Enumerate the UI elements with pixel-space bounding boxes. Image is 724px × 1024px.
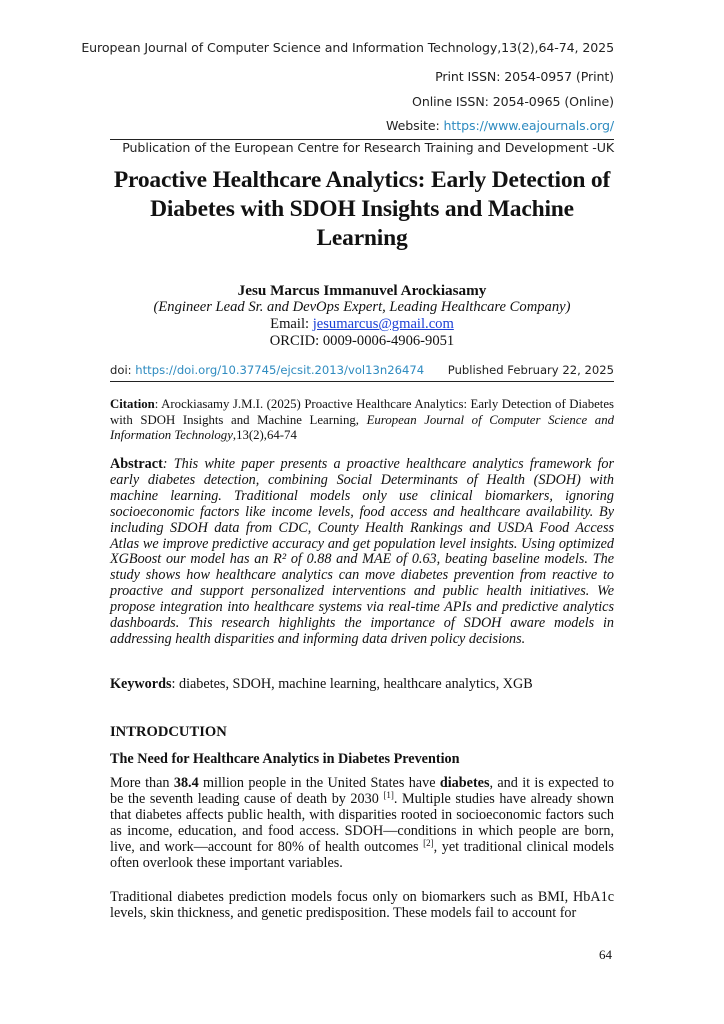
citation-label: Citation [110, 397, 155, 411]
p1-bold-diabetes: diabetes [439, 775, 490, 791]
citation-journal: European Journal of Computer Science and Information Technology [110, 412, 614, 443]
print-issn: Print ISSN: 2054-0957 (Print) [435, 69, 614, 84]
citation [110, 397, 614, 444]
doi [110, 363, 424, 377]
website-label: Website: [385, 118, 444, 133]
reference-1: [1] [383, 789, 394, 800]
abstract [110, 457, 614, 648]
author-name: Jesu Marcus Immanuvel Arockiasamy [237, 282, 487, 299]
abstract-text: : This white paper presents a proactive healthcare analytics framework for early diabetes detection, combining Social Determinants of Health (SDOH) with machine learning. Traditional models only use clinical biomarkers, ignoring socioeconomic factors like income levels, food access and healthcare availability. By including SDOH data from CDC, County Health Rankings and USDA Food Access Atlas we improve predictive accuracy and get population level insights. Using optimized XGBoost our model has an R² of 0.88 and MAE of 0.63, beating baseline models. The study shows how healthcare analytics can move diabetes prevention from reactive to proactive and support personalized interventions and public health initiatives. We propose integration into healthcare systems via real-time APIs and predictive analytics dashboards. This research highlights the importance of SDOH aware models in addressing health disparities and informing data driven policy decisions. [110, 456, 614, 647]
author-affiliation: (Engineer Lead Sr. and DevOps Expert, Leading Healthcare Company) [153, 299, 571, 315]
paragraph-1 [110, 776, 614, 871]
publisher-line: Publication of the European Centre for Research Training and Development -UK [122, 140, 614, 155]
journal-line: European Journal of Computer Science and Information Technology,13(2),64-74, 2025 [81, 40, 614, 55]
published-date: Published February 22, 2025 [447, 363, 614, 377]
doi-divider [110, 381, 614, 382]
keywords [110, 676, 614, 692]
email-label: Email: [270, 316, 313, 332]
p1-text-e: , yet traditional clinical models often overlook these important variables. [110, 838, 614, 871]
paragraph-2: Traditional diabetes prediction models focus only on biomarkers such as BMI, HbA1c levels, skin thickness, and genetic predisposition. These models fail to account for [110, 889, 614, 921]
online-issn: Online ISSN: 2054-0965 (Online) [412, 94, 614, 109]
author-email-line [110, 316, 614, 333]
citation-text-a: : Arockiasamy J.M.I. (2025) Proactive Healthcare Analytics: Early Detection of Diabetes with SDOH Insights and Machine Learning, [110, 397, 614, 427]
keywords-text: : diabetes, SDOH, machine learning, healthcare analytics, XGB [171, 676, 533, 692]
p1-text-d: . Multiple studies have already shown that diabetes affects public health, with disparities rooted in socioeconomic factors such as income, education, and food access. SDOH—conditions in which people are born, live, and work—account for 80% of health outcomes [110, 790, 614, 855]
doi-label: doi: [110, 363, 136, 377]
paper-title: Proactive Healthcare Analytics: Early Detection of Diabetes with SDOH Insights and Machine Learning [113, 167, 611, 251]
website-link[interactable]: https://www.eajournals.org/ [443, 118, 614, 133]
doi-row [110, 363, 614, 380]
page-number: 64 [599, 947, 612, 962]
p1-text-a: More than [110, 775, 174, 791]
p1-text-b: million people in the United States have [198, 775, 440, 791]
abstract-label: Abstract [110, 456, 163, 472]
doi-link[interactable]: https://doi.org/10.37745/ejcsit.2013/vol13n26474 [135, 363, 425, 377]
author-orcid: ORCID: 0009-0006-4906-9051 [269, 333, 455, 349]
email-link[interactable]: jesumarcus@gmail.com [312, 316, 454, 332]
subsection-heading: The Need for Healthcare Analytics in Diabetes Prevention [110, 751, 460, 767]
citation-text-b: ,13(2),64-74 [232, 428, 297, 443]
p1-text-c: , and it is expected to be the seventh leading cause of death by 2030 [110, 775, 614, 807]
reference-2: [2] [423, 837, 434, 848]
p1-bold-number: 38.4 [173, 775, 199, 791]
section-heading: INTRODCUTION [110, 724, 227, 740]
keywords-label: Keywords [110, 676, 172, 692]
website-line [386, 118, 614, 133]
